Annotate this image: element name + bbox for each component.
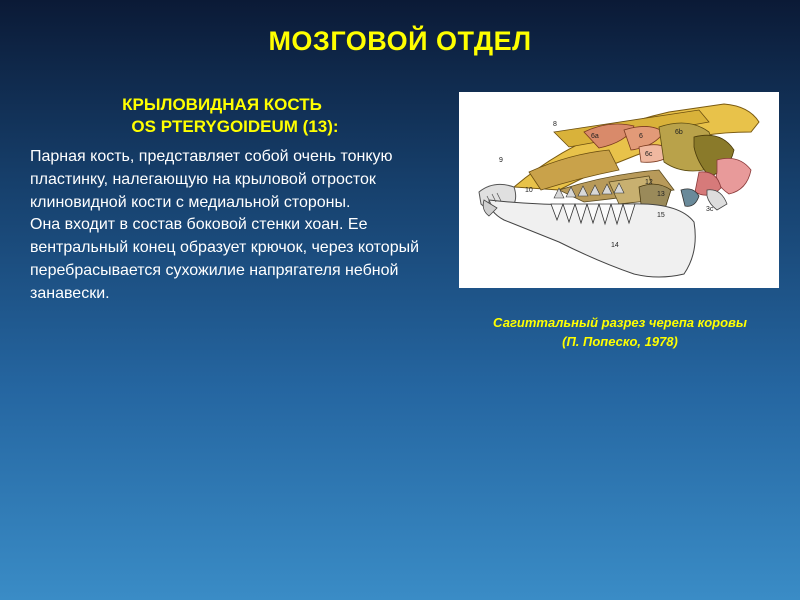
description-paragraph-2: Она входит в состав боковой стенки хоан. Ее вентральный конец образует крючок, через который перебрасывается сухожилие напрягателя небной занавески. [30,216,420,302]
figure-label-6c: 6c [645,151,653,158]
figure-label-13: 13 [657,191,665,198]
skull-sagittal-section-illustration [459,92,779,288]
figure-label-12: 12 [645,179,653,186]
figure-label-6a: 6a [591,133,599,140]
figure-label-15: 15 [657,212,665,219]
figure-label-14: 14 [611,242,619,249]
figure-caption-source: (П. Попеско, 1978) [562,334,678,349]
bone-description [30,146,450,306]
figure-label-9: 9 [499,157,503,164]
bone-name-latin: OS PTERYGOIDEUM (13): [131,117,339,136]
figure-label-10: 10 [525,187,533,194]
figure-label-8: 8 [553,121,557,128]
figure-label-6b: 6b [675,129,683,136]
skull-figure [459,92,779,288]
description-paragraph-1: Парная кость, представляет собой очень тонкую пластинку, налегающую на крыловой отросток клиновидной кости с медиальной стороны. [30,148,393,211]
slide-title: МОЗГОВОЙ ОТДЕЛ [268,26,532,56]
bone-name-russian: КРЫЛОВИДНАЯ КОСТЬ [122,95,322,114]
figure-label-3c: 3c [706,206,714,213]
figure-caption-title: Сагиттальный разрез черепа коровы [493,315,747,330]
figure-label-6: 6 [639,133,643,140]
